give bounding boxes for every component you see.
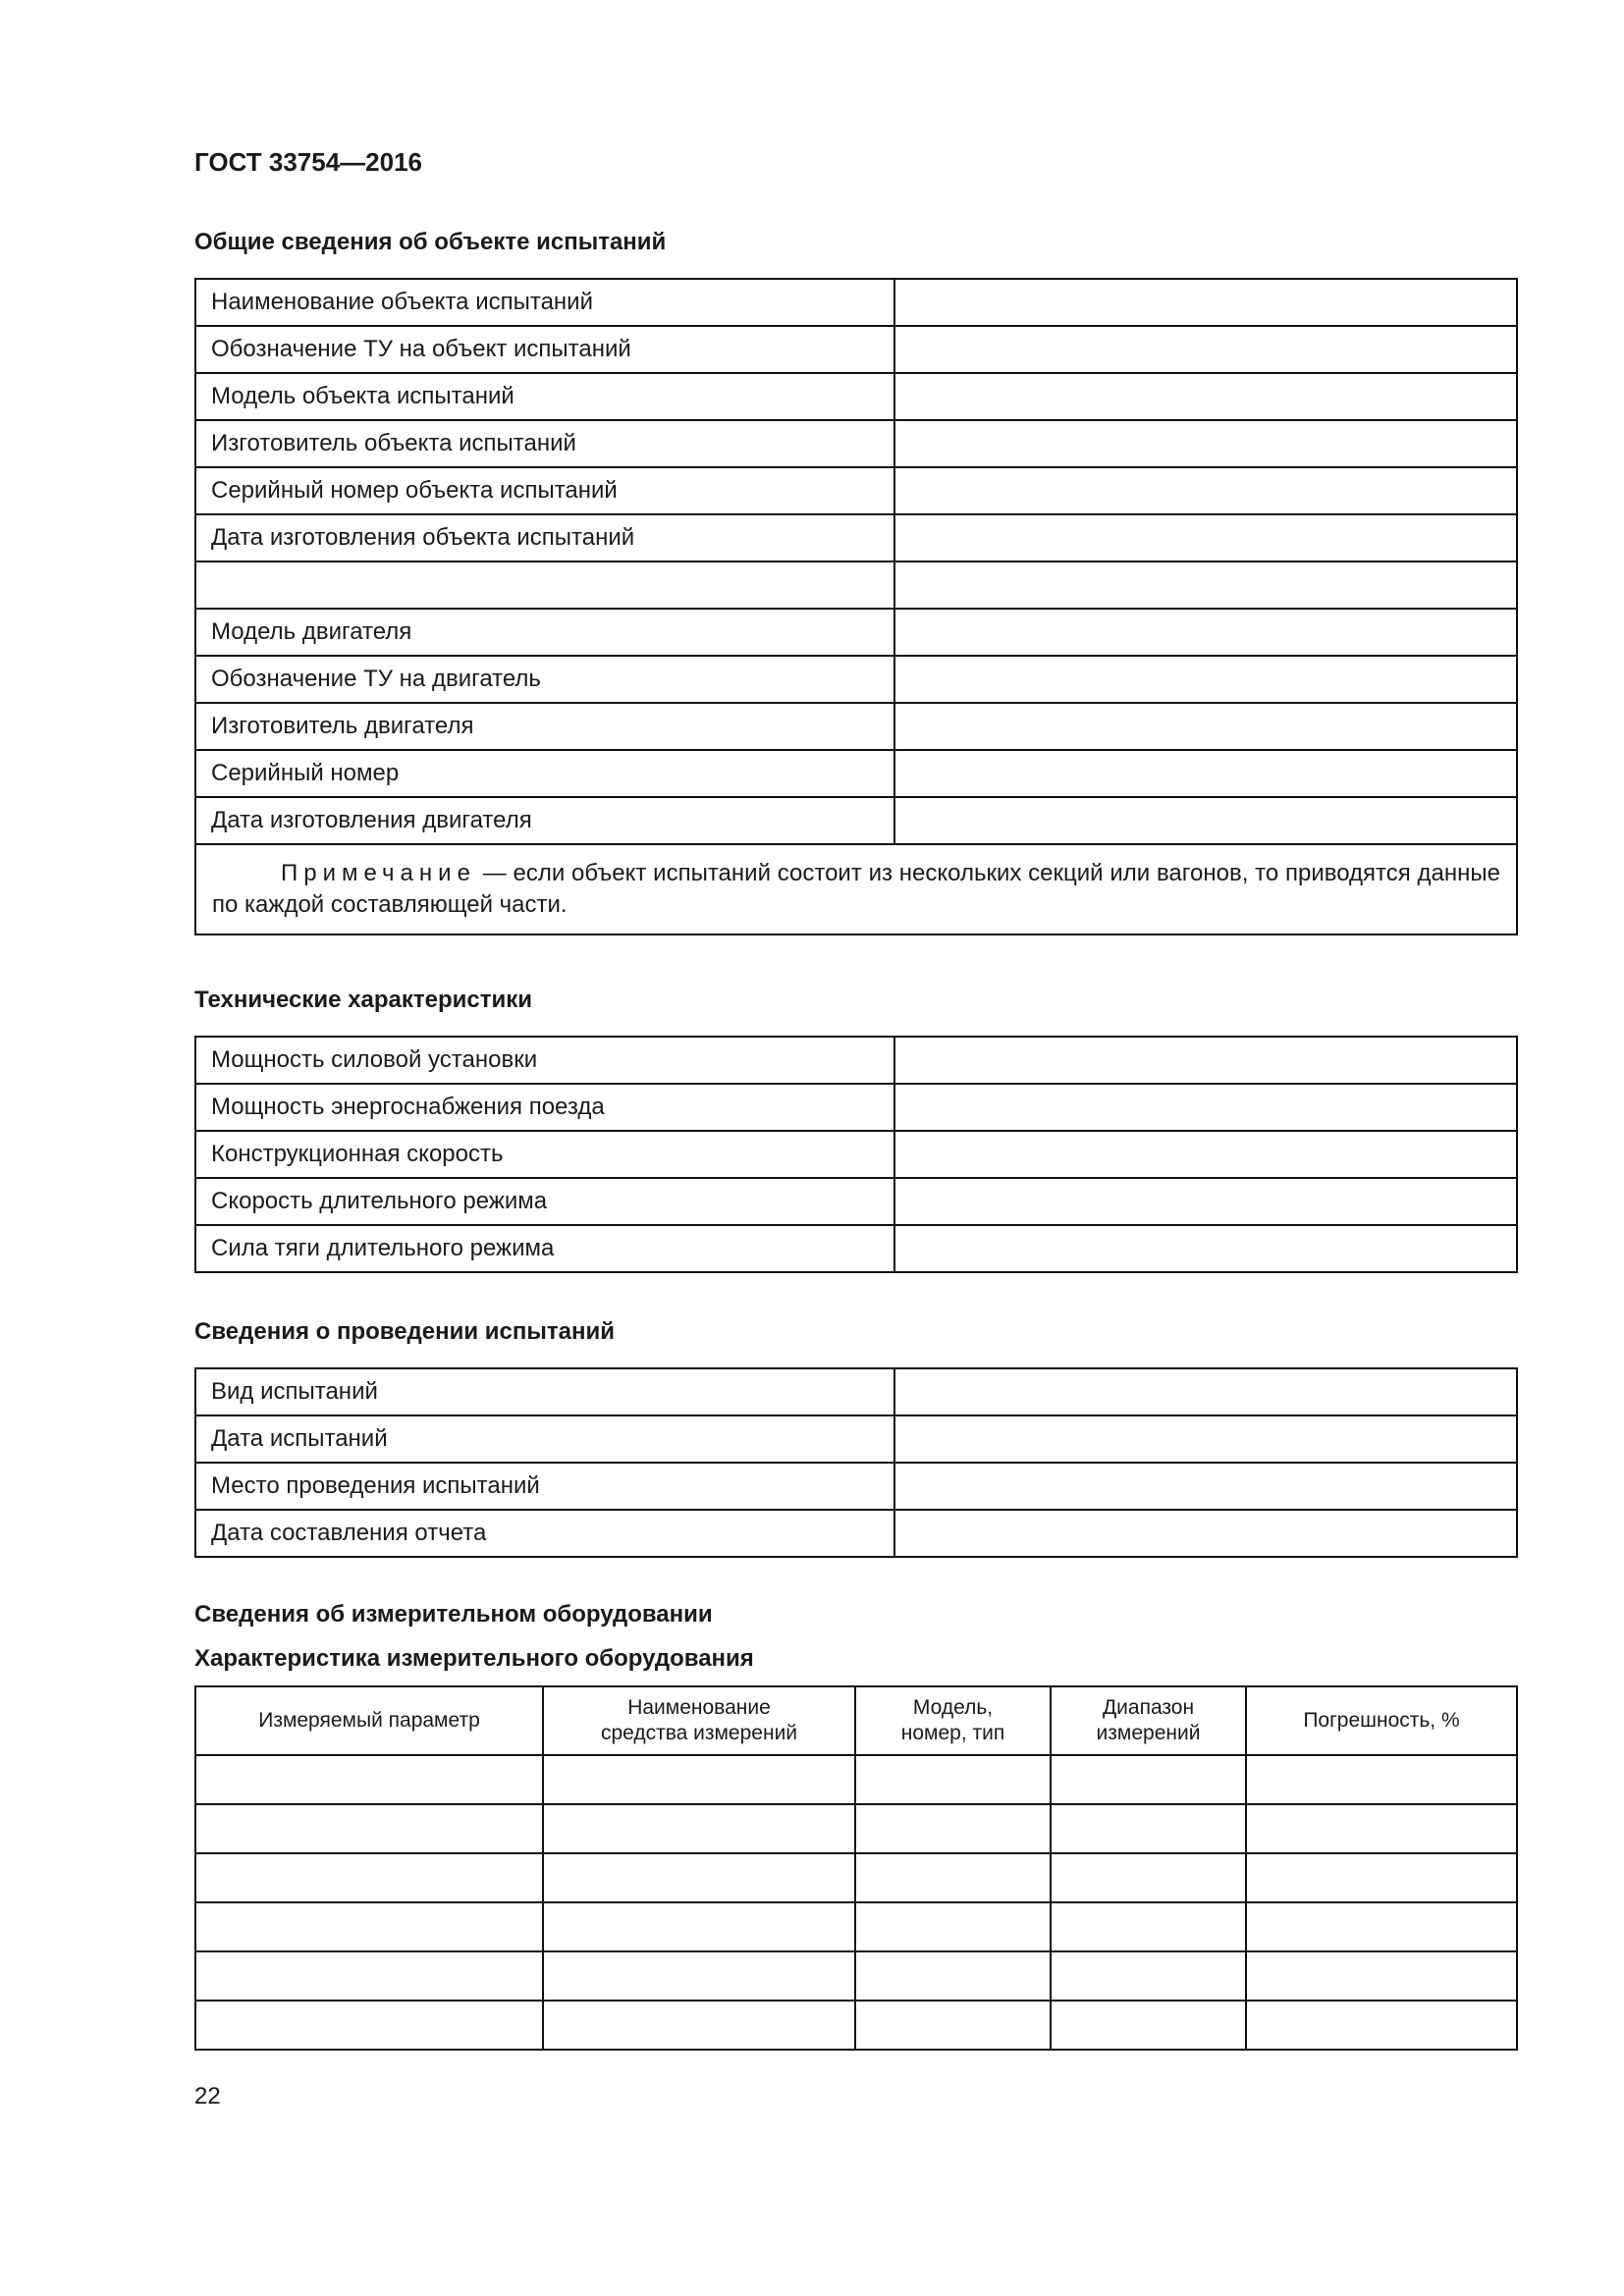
row-value[interactable] <box>894 656 1517 703</box>
row-value[interactable] <box>894 1131 1517 1178</box>
table-cell[interactable] <box>855 1951 1051 2001</box>
table-cell[interactable] <box>195 2001 543 2050</box>
row-value[interactable] <box>894 609 1517 656</box>
row-value[interactable] <box>894 750 1517 797</box>
row-value[interactable] <box>894 703 1517 750</box>
table-row <box>195 279 1517 326</box>
table-cell[interactable] <box>1051 1853 1246 1902</box>
table-cell[interactable] <box>1051 1902 1246 1951</box>
table-row <box>195 1510 1517 1557</box>
table-cell[interactable] <box>543 1755 855 1804</box>
note-row <box>195 844 1517 934</box>
row-label <box>195 561 894 609</box>
table-row <box>195 1084 1517 1131</box>
row-value[interactable] <box>894 326 1517 373</box>
table-cell[interactable] <box>855 1853 1051 1902</box>
table-row <box>195 1131 1517 1178</box>
row-label: Дата составления отчета <box>195 1510 894 1557</box>
row-label: Мощность силовой установки <box>195 1037 894 1084</box>
column-header-line1: Измеряемый параметр <box>258 1709 480 1732</box>
row-label: Наименование объекта испытаний <box>195 279 894 326</box>
table-cell[interactable] <box>1051 1804 1246 1853</box>
table-cell[interactable] <box>1246 1902 1517 1951</box>
section-tech-title: Технические характеристики <box>194 987 533 1013</box>
table-row <box>195 1225 1517 1272</box>
row-value[interactable] <box>894 1178 1517 1225</box>
table-cell[interactable] <box>1051 1755 1246 1804</box>
row-label: Вид испытаний <box>195 1368 894 1415</box>
table-row <box>195 1415 1517 1463</box>
table-row <box>195 1037 1517 1084</box>
table-cell[interactable] <box>543 1853 855 1902</box>
row-label: Дата испытаний <box>195 1415 894 1463</box>
table-row <box>195 1755 1517 1804</box>
row-value[interactable] <box>894 561 1517 609</box>
table-row <box>195 420 1517 467</box>
table-row <box>195 467 1517 514</box>
section-general-title: Общие сведения об объекте испытаний <box>194 229 667 255</box>
column-header <box>1051 1686 1246 1755</box>
row-value[interactable] <box>894 373 1517 420</box>
table-cell[interactable] <box>543 1951 855 2001</box>
row-label: Модель двигателя <box>195 609 894 656</box>
table-row <box>195 750 1517 797</box>
table-cell[interactable] <box>1246 2001 1517 2050</box>
table-cell[interactable] <box>1246 1853 1517 1902</box>
table-row <box>195 326 1517 373</box>
column-header-line2: измерений <box>1096 1722 1201 1744</box>
table-cell[interactable] <box>543 1902 855 1951</box>
row-label: Мощность энергоснабжения поезда <box>195 1084 894 1131</box>
row-label: Скорость длительного режима <box>195 1178 894 1225</box>
table-cell[interactable] <box>855 1804 1051 1853</box>
row-value[interactable] <box>894 1510 1517 1557</box>
table-row <box>195 1178 1517 1225</box>
table-row <box>195 656 1517 703</box>
table-cell[interactable] <box>543 1804 855 1853</box>
row-label: Конструкционная скорость <box>195 1131 894 1178</box>
column-header-line2: средства измерений <box>600 1722 798 1744</box>
column-header-line1: Погрешность, % <box>1303 1709 1460 1732</box>
table-row <box>195 561 1517 609</box>
row-label: Дата изготовления объекта испытаний <box>195 514 894 561</box>
document-code: ГОСТ 33754—2016 <box>194 147 422 177</box>
row-label: Сила тяги длительного режима <box>195 1225 894 1272</box>
row-value[interactable] <box>894 467 1517 514</box>
column-header <box>855 1686 1051 1755</box>
column-header-line2: номер, тип <box>900 1722 1005 1744</box>
table-cell[interactable] <box>855 1755 1051 1804</box>
table-cell[interactable] <box>195 1902 543 1951</box>
row-value[interactable] <box>894 1225 1517 1272</box>
row-value[interactable] <box>894 1463 1517 1510</box>
column-header <box>1246 1686 1517 1755</box>
table-cell[interactable] <box>195 1853 543 1902</box>
column-header-line1: Наименование <box>627 1696 771 1719</box>
table-row <box>195 1853 1517 1902</box>
row-value[interactable] <box>894 797 1517 844</box>
table-row <box>195 797 1517 844</box>
row-label: Серийный номер объекта испытаний <box>195 467 894 514</box>
row-value[interactable] <box>894 514 1517 561</box>
note-cell <box>195 844 1517 934</box>
table-row <box>195 1463 1517 1510</box>
table-cell[interactable] <box>855 1902 1051 1951</box>
row-label: Место проведения испытаний <box>195 1463 894 1510</box>
section-equipment-title: Сведения об измерительном оборудовании <box>194 1601 713 1628</box>
tests-info-table <box>194 1367 1518 1558</box>
table-row <box>195 514 1517 561</box>
table-row <box>195 1804 1517 1853</box>
row-value[interactable] <box>894 1037 1517 1084</box>
table-cell[interactable] <box>1246 1755 1517 1804</box>
row-label: Дата изготовления двигателя <box>195 797 894 844</box>
row-value[interactable] <box>894 1084 1517 1131</box>
table-row <box>195 1368 1517 1415</box>
table-row <box>195 1951 1517 2001</box>
section-tests-title: Сведения о проведении испытаний <box>194 1318 616 1345</box>
column-header-line1: Диапазон <box>1102 1696 1195 1719</box>
row-label: Обозначение ТУ на двигатель <box>195 656 894 703</box>
table-cell[interactable] <box>195 1804 543 1853</box>
tech-specs-table <box>194 1036 1518 1273</box>
row-label: Изготовитель объекта испытаний <box>195 420 894 467</box>
table-row <box>195 1902 1517 1951</box>
table-cell[interactable] <box>195 1755 543 1804</box>
table-cell[interactable] <box>543 2001 855 2050</box>
table-cell[interactable] <box>195 1951 543 2001</box>
table-cell[interactable] <box>1246 1951 1517 2001</box>
equipment-table <box>194 1685 1518 2051</box>
table-row <box>195 2001 1517 2050</box>
table-row <box>195 373 1517 420</box>
note-label: Примечание <box>281 860 476 886</box>
column-header <box>543 1686 855 1755</box>
column-header <box>195 1686 543 1755</box>
table-cell[interactable] <box>1246 1804 1517 1853</box>
table-row <box>195 609 1517 656</box>
row-label: Обозначение ТУ на объект испытаний <box>195 326 894 373</box>
table-cell[interactable] <box>1051 1951 1246 2001</box>
section-equipment-subtitle: Характеристика измерительного оборудования <box>194 1645 754 1672</box>
page-number: 22 <box>194 2083 221 2109</box>
row-value[interactable] <box>894 420 1517 467</box>
column-header-line1: Модель, <box>912 1696 994 1719</box>
table-cell[interactable] <box>855 2001 1051 2050</box>
row-value[interactable] <box>894 279 1517 326</box>
row-value[interactable] <box>894 1368 1517 1415</box>
note-text: — если объект испытаний состоит из нескольких секций или вагонов, то приводятся данные по каждой составляющей части. <box>212 860 1500 918</box>
row-label: Серийный номер <box>195 750 894 797</box>
table-row <box>195 703 1517 750</box>
row-value[interactable] <box>894 1415 1517 1463</box>
row-label: Модель объекта испытаний <box>195 373 894 420</box>
row-label: Изготовитель двигателя <box>195 703 894 750</box>
general-info-table <box>194 278 1518 935</box>
table-cell[interactable] <box>1051 2001 1246 2050</box>
